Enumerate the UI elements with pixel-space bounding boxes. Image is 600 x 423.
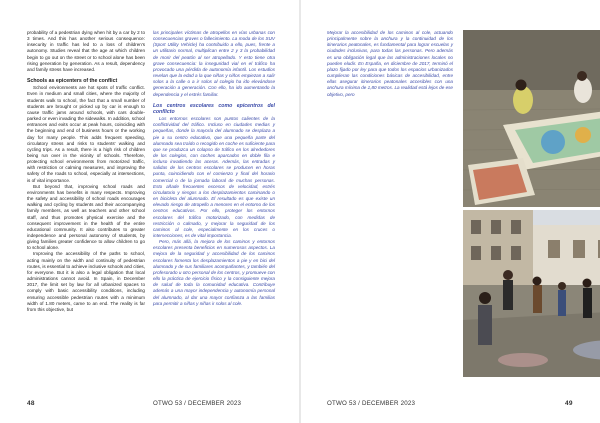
spanish-column [153,30,275,307]
english-column [27,30,145,313]
page-number-right: 49 [565,400,573,407]
es-paragraph-right: Mejorar la accesibilidad de los caminos al cole, actuando principalmente sobre la anchura y la continuidad de los itinerarios peatonales, es fundamental para lograr escuelas y ciudades inclusivas, para todas las personas. Pero además es una obligación legal que las administraciones locales no pueden eludir. En España, en diciembre de 2017, terminó el plazo fijado por ley para que todos los espacios urbanizados cumplieran las condiciones básicas de accesibilidad, entre ellas asegurar itinerarios peatonales accesibles con una anchura mínima de 1,80 metros. La realidad está lejos de ese objetivo, pero [327,30,453,97]
en-paragraph-2: But beyond that, improving school roads and environments has benefits in many respects. Improving the safety and accessibility of school roads encourages walking and cycling by students and their accompanying family members, as well as teachers and other school staff, and thus promotes physical exercise and the consequent improvement in the health of the entire educational community. It also contributes to greater independence and personal autonomy of students, by giving families greater confidence to allow children to go to school alone. [27,183,145,251]
es-paragraph-intro: las principales víctimas de atropellos en vías urbanas con consecuencias graves o fallecimiento. La moda de los SUV (Sport Utility Vehicle) ha contribuido a ello, pues, frente a un utilitario normal, multiplican entre 2 y 3 la probabilidad de morir del peatón al ser atropellado. Y esto tiene otra grave consecuencia: la inseguridad vial en el tráfico ha provocado una pérdida de autonomía infantil. Los estudios revelan que la edad a la que niñas y niños empiezan a salir solos a la calle o a ir solos al colegio ha ido elevándose generación a generación. Con ello, ha ido aumentando la dependencia y el estrés familiar. [153,30,275,97]
page-number-left: 48 [27,400,35,407]
en-section-heading: Schools as epicenters of the conflict [27,78,118,85]
en-paragraph-1: School environments are hot spots of traffic conflict. Even in medium and small cities, where the majority of students walk to school, the fact that a small number of students are brought or picked up by car is enough to cause traffic jams around schools, with cars double-parked or even invading the sidewalks. In addition, school entrances and exits occur at peak hours, coinciding with the beginning and end of business hours or the working day for many people. This adds frequent speeding, circulatory stress and risks to students' walking and cycling trips. As a result, there is a high risk of children being run over in the vicinity of schools. Therefore, protecting school environments from motorized traffic, with restriction or calming measures, and improving the safety of the roads to school, especially at intersections, is of vital importance. [27,85,145,183]
es-paragraph-2: Pero, más allá, la mejora de los caminos y entornos escolares presenta beneficios en numerosos aspectos. La mejora de la seguridad y accesibilidad de los caminos escolares fomenta los desplazamientos a pie y en bici del alumnado y de sus familiares acompañantes, y también del profesorado u otro personal de los centros, y promueve con ello la práctica de ejercicio físico y la consiguiente mejora de salud de toda la comunidad educativa. Contribuye además a una mayor independencia y autonomía personal del alumnado, al dar una mayor confianza a las familias para permitir a niñas y niñas ir solos al cole. [153,239,275,306]
spanish-column-right [327,30,453,98]
en-paragraph-3: Improving the accessibility of the paths to school, acting mainly on the width and continuity of pedestrian routes, is essential to achieve inclusive schools and cities, for everyone. But it is also a legal obligation that local administrations cannot avoid. In Spain, in December 2017, the limit set by law for all urbanized spaces to comply with basic accessibility conditions, including ensuring accessible pedestrian routes with a minimum width of 1.80 meters, came to an end. The reality is far from this objective, but [27,251,145,312]
photo-town-square [463,210,600,377]
footer-label-left: OTWO 53 / DECEMBER 2023 [153,400,242,407]
es-section-heading: Los centros escolares como epicentros del conflicto [153,102,275,115]
left-page [0,0,299,423]
en-paragraph-intro: probability of a pedestrian dying when hit by a car by 2 to 3 times. And this has another serious consequence: insecurity in traffic has led to a loss of children's autonomy. Studies reveal that the age at which children begin to go out on the street or to school alone has been rising generation by generation. As a result, dependency and family stress have increased. [27,30,145,72]
footer-label-right: OTWO 53 / DECEMBER 2023 [327,400,416,407]
photo-street-painting [463,30,600,207]
es-paragraph-1: Los entornos escolares son puntos calientes de la conflictividad del tráfico. Incluso en ciudades medias y pequeñas, donde la mayoría del alumnado se desplaza a pie a su centro educativo, que una pequeña parte del alumnado sea traído o recogido en coche es suficiente para que se produzca un colapso de tráfico en los alrededores de los colegios, con coches aparcados en doble fila e incluso invadiendo las aceras. Además, las entradas y salidas de los centros escolares se producen en horas punta, coincidiendo con el comienzo y final del horario comercial o de la jornada laboral de muchas personas. Esto añade frecuentes excesos de velocidad, estrés circulatorio y riesgos a los desplazamientos caminando o en bicicleta del alumnado. El resultado es que existe un elevado riesgo de atropello a menores en el entorno de los centros educativos. Por ello, proteger los entornos escolares del tráfico motorizado, con medidas de restricción o calmado, y mejorar la seguridad de los caminos al cole, especialmente en los cruces o intersecciones, es de vital importancia. [153,116,275,238]
right-page [301,0,600,423]
